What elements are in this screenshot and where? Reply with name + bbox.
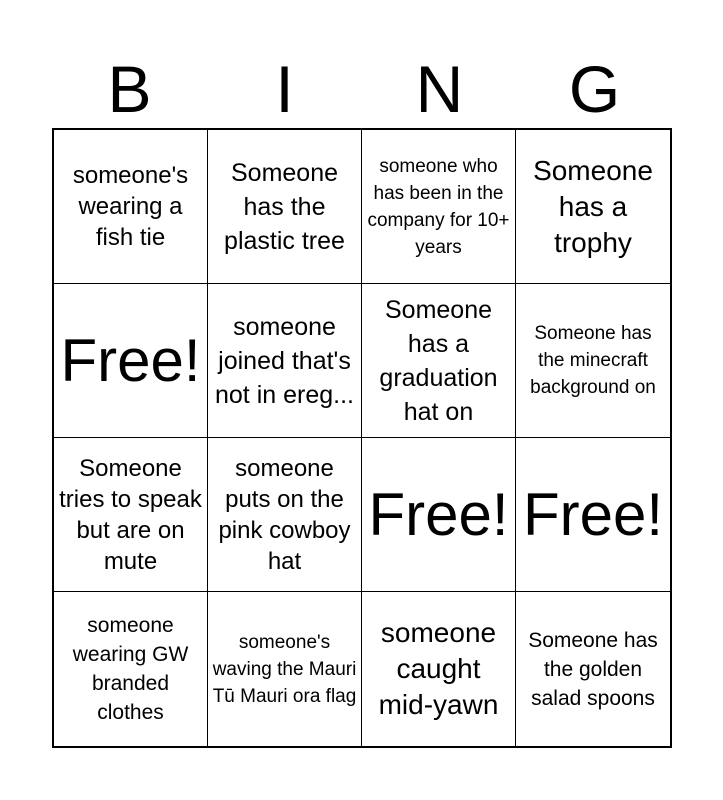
bingo-cell-free[interactable] xyxy=(516,438,670,592)
bingo-cell[interactable] xyxy=(208,592,362,746)
free-space-label: Free! xyxy=(368,480,509,548)
cell-text: Someone has the plastic tree xyxy=(224,158,345,255)
bingo-cell[interactable] xyxy=(208,130,362,284)
bingo-cell[interactable] xyxy=(54,438,208,592)
free-space-label: Free! xyxy=(60,326,201,394)
cell-text: someone caught mid-yawn xyxy=(378,617,499,720)
bingo-cell[interactable] xyxy=(516,592,670,746)
cell-text: Someone tries to speak but are on mute xyxy=(59,454,202,575)
bingo-cell[interactable] xyxy=(208,438,362,592)
bingo-cell-free[interactable] xyxy=(362,438,516,592)
bingo-cell[interactable] xyxy=(208,284,362,438)
header-letter-g: G xyxy=(568,52,621,126)
bingo-cell[interactable] xyxy=(54,592,208,746)
bingo-cell[interactable] xyxy=(362,284,516,438)
bingo-cell[interactable] xyxy=(54,130,208,284)
cell-text: Someone has a graduation hat on xyxy=(379,295,498,426)
header-letter-i: I xyxy=(275,52,294,126)
free-space-label: Free! xyxy=(522,480,664,548)
cell-text: Someone has a trophy xyxy=(533,154,653,258)
cell-text: someone's wearing a fish tie xyxy=(72,162,189,251)
cell-text: someone who has been in the company for 10+ years xyxy=(367,155,510,258)
bingo-header xyxy=(52,50,672,128)
bingo-cell[interactable] xyxy=(516,130,670,284)
bingo-cell[interactable] xyxy=(362,592,516,746)
cell-text: Someone has the minecraft background on xyxy=(530,323,656,398)
header-letter-n: N xyxy=(415,52,464,126)
cell-text: someone wearing GW branded clothes xyxy=(72,614,189,724)
cell-text: someone joined that's not in ereg... xyxy=(215,312,354,409)
bingo-board xyxy=(52,128,672,748)
bingo-cell-free[interactable] xyxy=(54,284,208,438)
cell-text: someone's waving the Mauri Tū Mauri ora flag xyxy=(212,631,357,707)
cell-text: Someone has the golden salad spoons xyxy=(528,628,658,710)
cell-text: someone puts on the pink cowboy hat xyxy=(218,454,351,575)
bingo-cell[interactable] xyxy=(516,284,670,438)
header-letter-b: B xyxy=(107,52,152,126)
bingo-cell[interactable] xyxy=(362,130,516,284)
